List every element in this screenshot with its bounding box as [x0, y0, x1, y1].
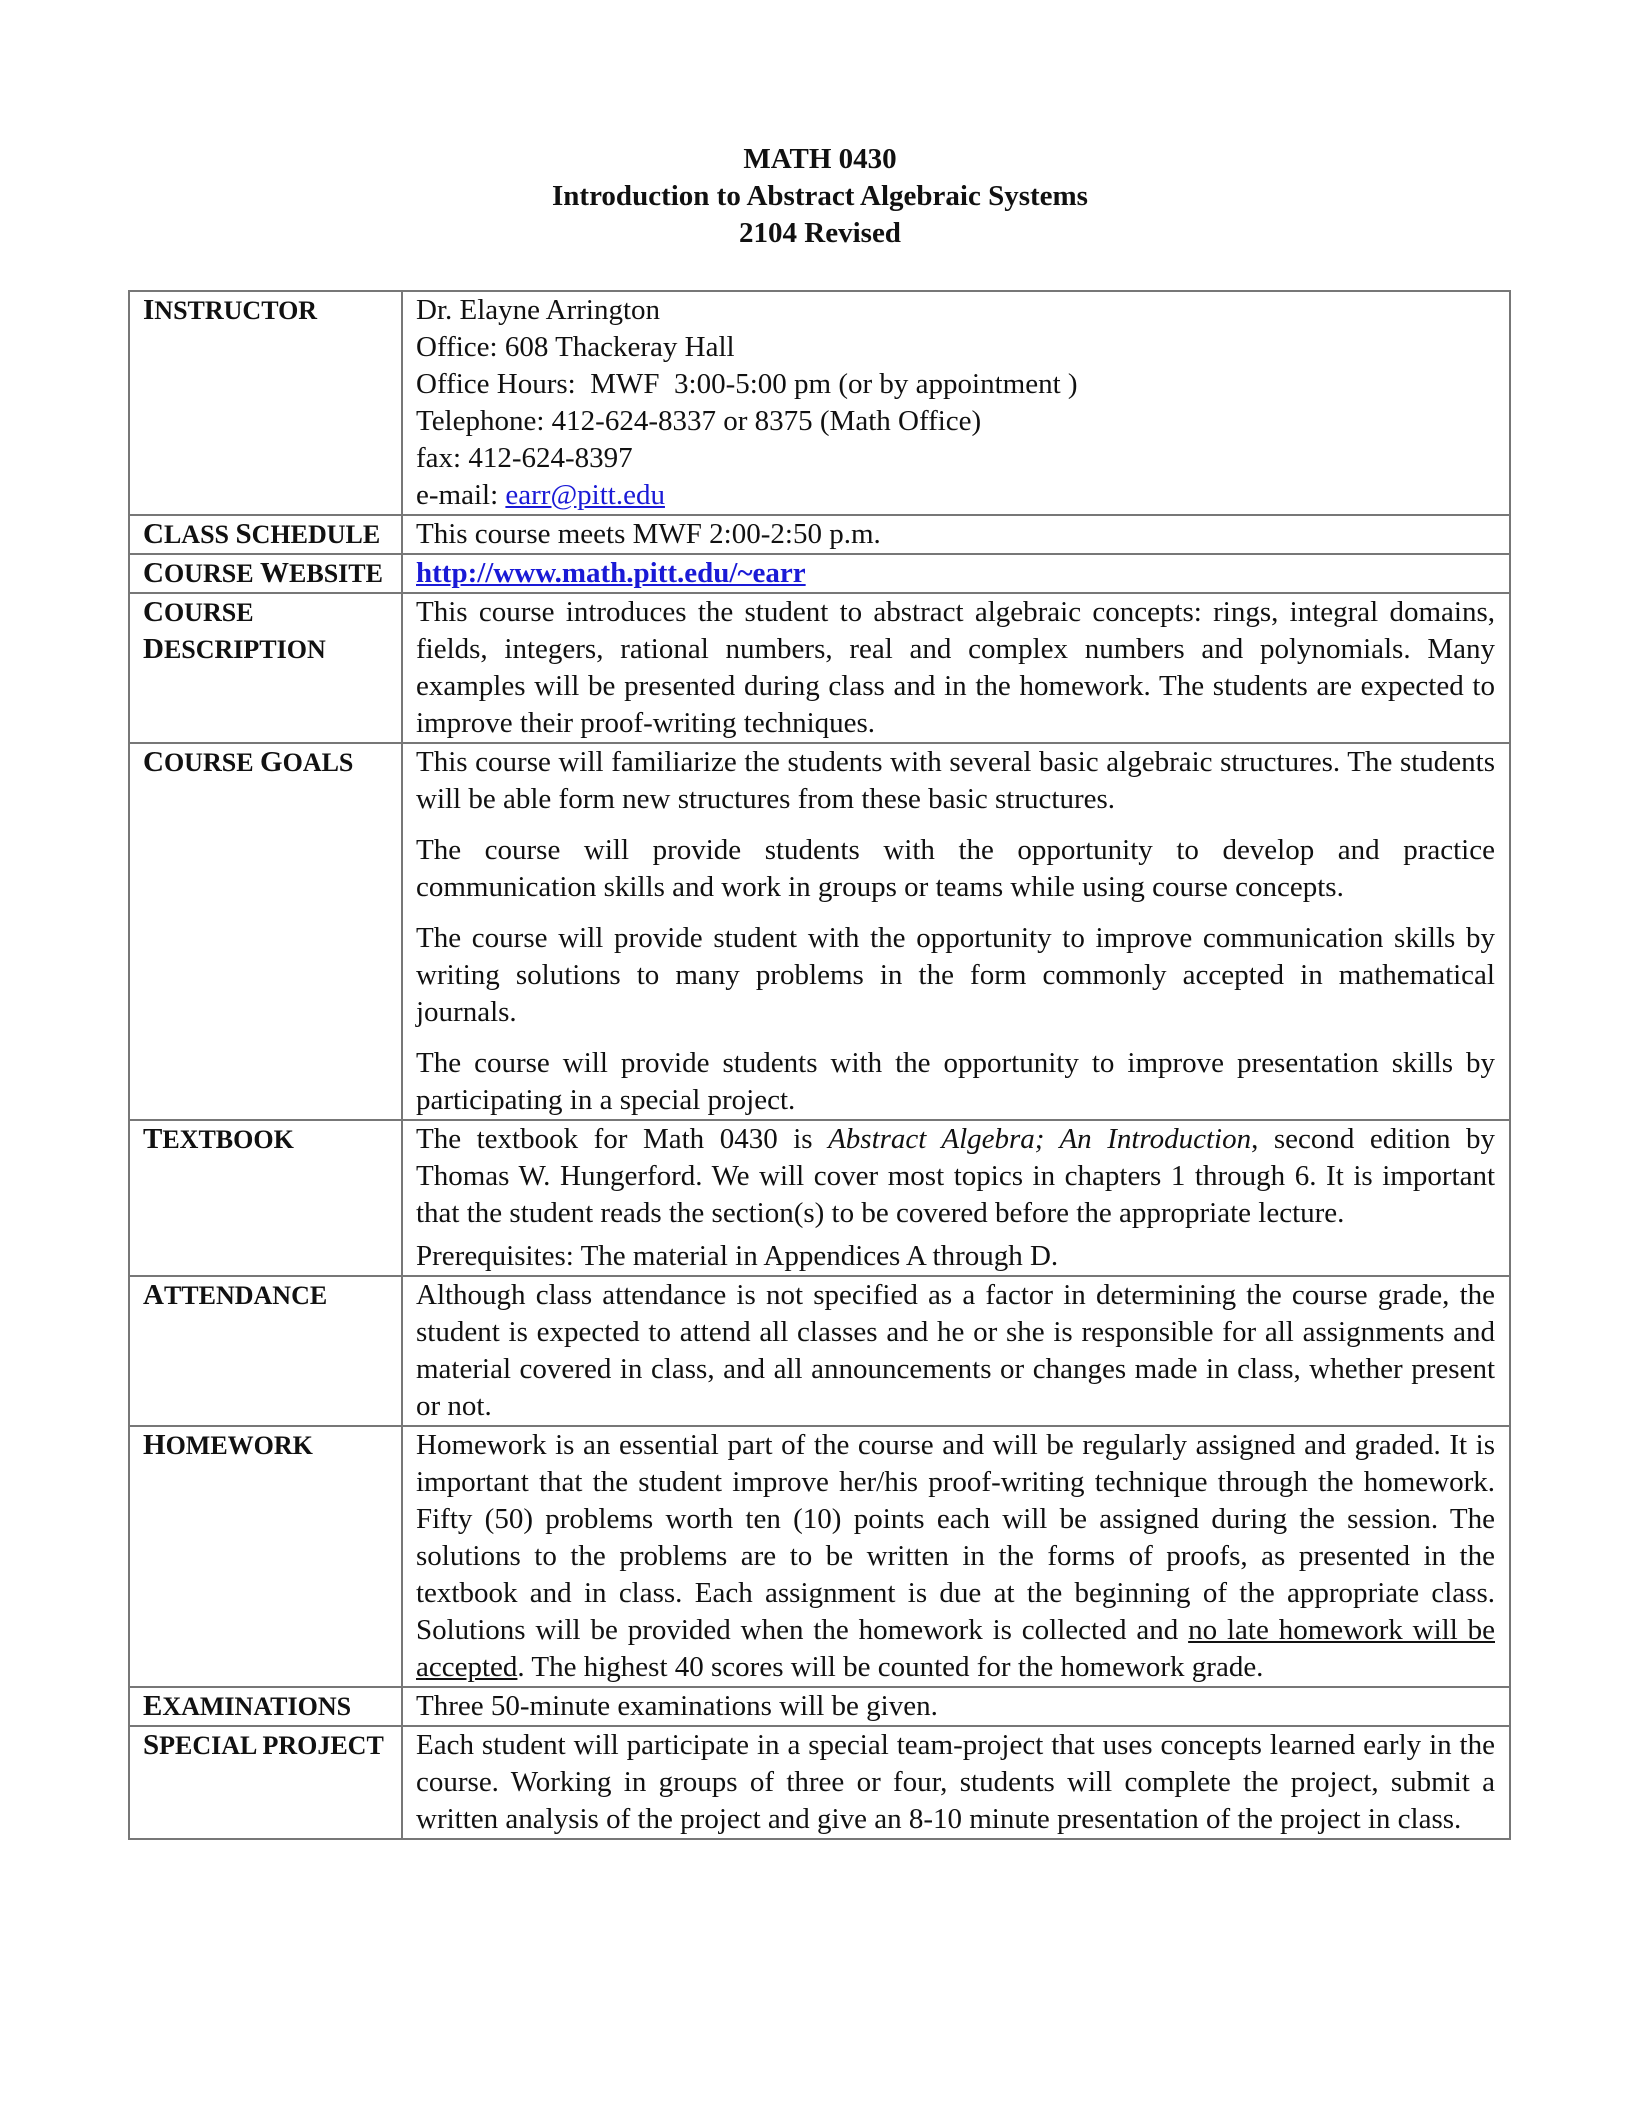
- instructor-office: Office: 608 Thackeray Hall: [416, 331, 735, 363]
- instructor-telephone: Telephone: 412-624-8337 or 8375 (Math Office): [416, 405, 982, 437]
- attendance-text: Although class attendance is not specified as a factor in determining the course grade, the student is expected to attend all classes and he or she is responsible for all assignments and material covered in class, and all announcements or changes made in class, whether present or not.: [402, 1276, 1510, 1426]
- homework-row: [129, 1426, 1510, 1687]
- course-goals-content: [402, 743, 1510, 1120]
- course-description-label: COURSE DESCRIPTION: [129, 593, 402, 743]
- class-schedule-row: [129, 515, 1510, 554]
- document-header: [0, 141, 1640, 252]
- course-website-content: [402, 554, 1510, 593]
- class-schedule-label: CLASS SCHEDULE: [129, 515, 402, 554]
- course-website-link[interactable]: http://www.math.pitt.edu/~earr: [416, 557, 806, 589]
- instructor-name: Dr. Elayne Arrington: [416, 294, 661, 326]
- instructor-email-line: e-mail: earr@pitt.edu: [416, 479, 665, 511]
- course-website-label: COURSE WEBSITE: [129, 554, 402, 593]
- course-goal-3: The course will provide student with the opportunity to improve communication skills by writing solutions to many problems in the form commonly accepted in mathematical journals.: [416, 922, 1495, 1028]
- attendance-label: ATTENDANCE: [129, 1276, 402, 1426]
- course-code: MATH 0430: [743, 143, 897, 175]
- attendance-row: [129, 1276, 1510, 1426]
- course-title: Introduction to Abstract Algebraic Systems: [552, 180, 1088, 212]
- examinations-text: Three 50-minute examinations will be given.: [402, 1687, 1510, 1726]
- course-goals-label: COURSE GOALS: [129, 743, 402, 1120]
- late-homework-policy: no late homework will be accepted: [416, 1614, 1495, 1683]
- instructor-row: [129, 291, 1510, 515]
- revision-note: 2104 Revised: [739, 217, 901, 249]
- special-project-label: SPECIAL PROJECT: [129, 1726, 402, 1839]
- course-description-text: This course introduces the student to abstract algebraic concepts: rings, integral domains, fields, integers, rational numbers, real and complex numbers and polynomials. Many examples will be presented during class and in the homework. The students are expected to improve their proof-writing techniques.: [402, 593, 1510, 743]
- special-project-row: [129, 1726, 1510, 1839]
- textbook-description: The textbook for Math 0430 is Abstract Algebra; An Introduction, second edition by Thomas W. Hungerford. We will cover most topics in chapters 1 through 6. It is important that the student reads the section(s) to be covered before the appropriate lecture.: [416, 1123, 1496, 1229]
- textbook-content: [402, 1120, 1510, 1276]
- class-schedule-text: This course meets MWF 2:00-2:50 p.m.: [402, 515, 1510, 554]
- examinations-label: EXAMINATIONS: [129, 1687, 402, 1726]
- course-goal-1: This course will familiarize the students with several basic algebraic structures. The students will be able form new structures from these basic structures.: [416, 746, 1495, 815]
- instructor-fax: fax: 412-624-8397: [416, 442, 633, 474]
- special-project-text: Each student will participate in a special team-project that uses concepts learned early in the course. Working in groups of three or four, students will complete the project, submit a written analysis of the project and give an 8-10 minute presentation of the project in class.: [402, 1726, 1510, 1839]
- examinations-row: [129, 1687, 1510, 1726]
- textbook-row: [129, 1120, 1510, 1276]
- email-link[interactable]: earr@pitt.edu: [505, 479, 665, 511]
- textbook-prerequisites: Prerequisites: The material in Appendices A through D.: [416, 1240, 1059, 1272]
- instructor-label: INSTRUCTOR: [129, 291, 402, 515]
- syllabus-table: [128, 290, 1511, 1840]
- textbook-title: Abstract Algebra; An Introduction: [828, 1123, 1252, 1155]
- instructor-content: [402, 291, 1510, 515]
- course-website-row: [129, 554, 1510, 593]
- course-description-row: [129, 593, 1510, 743]
- homework-label: HOMEWORK: [129, 1426, 402, 1687]
- course-goal-2: The course will provide students with the opportunity to develop and practice communication skills and work in groups or teams while using course concepts.: [416, 834, 1495, 903]
- course-goals-row: [129, 743, 1510, 1120]
- homework-content: Homework is an essential part of the course and will be regularly assigned and graded. It is important that the student improve her/his proof-writing technique through the homework. Fifty (50) problems worth ten (10) points each will be assigned during the session. The solutions to the problems are to be written in the forms of proofs, as presented in the textbook and in class. Each assignment is due at the beginning of the appropriate class. Solutions will be provided when the homework is collected and no late homework will be accepted. The highest 40 scores will be counted for the homework grade.: [402, 1426, 1510, 1687]
- course-goal-4: The course will provide students with the opportunity to improve presentation skills by participating in a special project.: [416, 1047, 1495, 1116]
- textbook-label: TEXTBOOK: [129, 1120, 402, 1276]
- instructor-office-hours: Office Hours: MWF 3:00-5:00 pm (or by appointment ): [416, 368, 1078, 400]
